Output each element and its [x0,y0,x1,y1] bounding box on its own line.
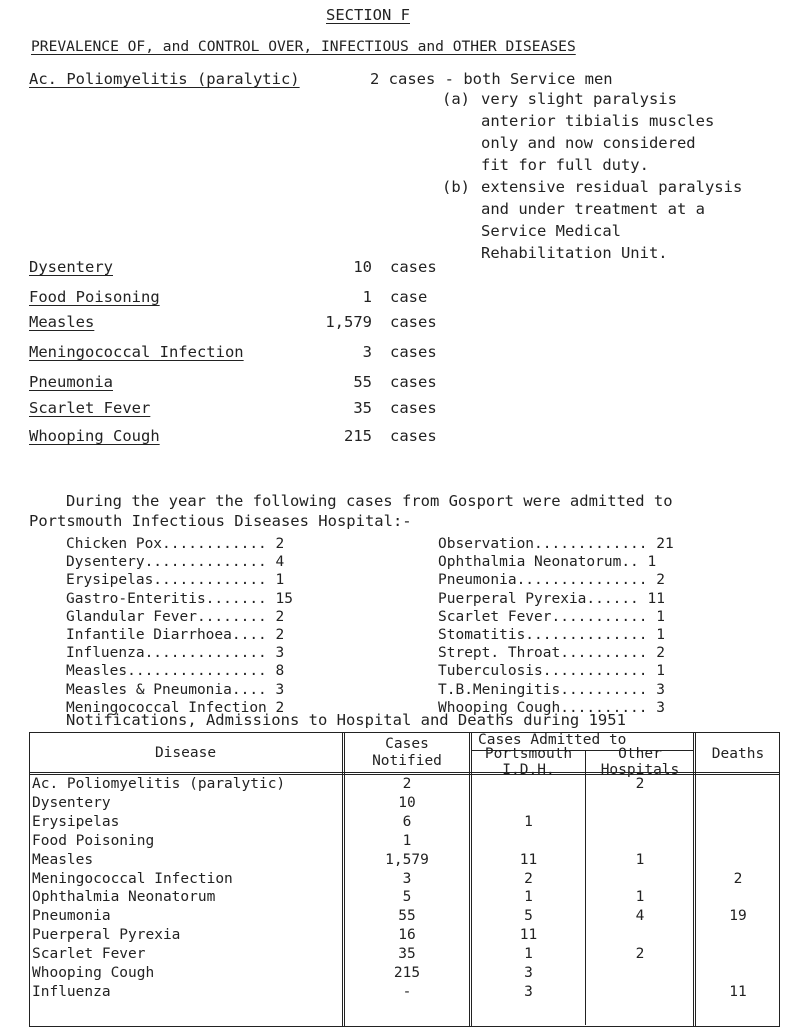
row-portsmouth: 3 [524,965,533,981]
row-disease: Pneumonia [32,908,111,925]
polio-b-line: extensive residual paralysis [481,178,743,196]
disease-name: Scarlet Fever [29,399,151,417]
polio-b-marker: (b) [442,178,470,196]
disease-name: Measles [29,313,95,331]
disease-unit: cases [390,313,437,331]
header-notified-1: Cases [385,736,429,752]
header-other-2: Hospitals [600,762,680,778]
admission-item: Observation............. 21 [438,536,674,552]
row-disease: Dysentery [32,794,111,811]
polio-a-marker: (a) [442,90,470,108]
row-deaths: 19 [729,908,747,925]
header-disease: Disease [154,745,217,761]
row-portsmouth: 1 [524,889,533,906]
header-admitted: Cases Admitted to [478,732,627,748]
admission-item: Scarlet Fever........... 1 [438,608,665,625]
row-notified: 1 [402,832,412,849]
disease-count: 1,579 [325,313,372,331]
row-disease: Measles [32,851,94,868]
admission-item: Dysentery.............. 4 [66,554,285,571]
admission-item: Glandular Fever........ 2 [66,608,285,625]
disease-unit: cases [390,258,437,276]
admission-item: Gastro-Enteritis....... 15 [66,590,293,607]
header-notified-2: Notified [372,753,442,769]
page-heading: PREVALENCE OF, and CONTROL OVER, INFECTIOUS and OTHER DISEASES [31,38,576,55]
row-notified: 5 [402,889,412,906]
disease-name: Whooping Cough [29,427,160,445]
row-disease: Puerperal Pyrexia [32,927,181,944]
row-portsmouth: 1 [524,946,533,963]
admitted-intro-line2: Portsmouth Infectious Diseases Hospital:- [29,512,412,530]
disease-name: Meningococcal Infection [29,343,244,361]
row-disease: Food Poisoning [32,832,155,849]
disease-count: 3 [362,343,372,361]
admission-item: Tuberculosis............ 1 [438,663,665,680]
section-title: SECTION F [326,6,410,24]
row-notified: 10 [398,794,416,811]
header-deaths: Deaths [711,746,765,762]
polio-a-line: only and now considered [481,134,696,152]
admission-item: Measles................ 8 [66,663,285,680]
admission-item: Infantile Diarrhoea.... 2 [66,627,285,643]
admission-item: Erysipelas............. 1 [66,572,285,589]
row-disease: Erysipelas [32,813,120,830]
polio-a-line: fit for full duty. [481,156,649,174]
row-portsmouth: 5 [524,908,533,925]
disease-count: 10 [353,258,372,276]
polio-summary: 2 cases - both Service men [370,70,613,88]
polio-b-line: Service Medical [481,222,621,240]
disease-unit: cases [390,399,437,417]
table-title: Notifications, Admissions to Hospital and Deaths during 1951 [66,711,626,729]
row-portsmouth: 11 [519,927,538,944]
admission-item: Pneumonia............... 2 [438,572,665,589]
admission-item: T.B.Meningitis.......... 3 [438,681,665,698]
disease-unit: cases [390,427,437,445]
header-other-1: Other [618,746,662,762]
row-disease: Meningococcal Infection [32,870,233,887]
row-portsmouth: 3 [524,983,533,1000]
row-notified: 1,579 [385,851,429,868]
row-deaths: 11 [729,983,747,1000]
admission-item: Meningococcal Infection 2 [66,699,285,716]
admission-item: Measles & Pneumonia.... 3 [66,681,285,698]
row-notified: 6 [402,813,412,830]
disease-name: Dysentery [29,258,113,276]
row-disease: Ophthalmia Neonatorum [32,889,216,906]
header-portsmouth-2: I.D.H. [502,762,555,778]
row-disease: Scarlet Fever [32,946,146,963]
disease-count: 215 [344,427,372,445]
disease-count: 1 [362,288,372,306]
row-disease: Whooping Cough [32,965,155,981]
row-notified: 55 [398,908,416,925]
admission-item: Ophthalmia Neonatorum.. 1 [438,554,657,571]
disease-name: Food Poisoning [29,288,160,306]
disease-name: Pneumonia [29,373,113,391]
admitted-intro-line1: During the year the following cases from Gosport were admitted to [66,492,673,510]
admission-item: Chicken Pox............ 2 [66,536,285,552]
polio-b-line: and under treatment at a [481,200,705,218]
disease-count: 55 [353,373,372,391]
row-notified: 35 [398,946,416,963]
row-deaths: 2 [733,870,743,887]
row-other: 2 [635,776,645,792]
row-notified: 3 [402,870,412,887]
row-notified: 16 [398,927,416,944]
row-notified: - [402,983,412,1000]
row-portsmouth: 1 [524,813,533,830]
polio-label: Ac. Poliomyelitis (paralytic) [29,70,300,88]
admission-item: Puerperal Pyrexia...... 11 [438,590,665,607]
disease-unit: case [390,288,428,306]
row-notified: 215 [393,965,421,981]
row-notified: 2 [402,776,412,792]
polio-a-line: anterior tibialis muscles [481,112,715,130]
row-other: 2 [635,946,645,963]
row-other: 1 [635,889,645,906]
disease-unit: cases [390,343,437,361]
col-divider [585,750,586,1025]
admission-item: Influenza.............. 3 [66,645,285,662]
row-disease: Influenza [32,983,111,1000]
row-portsmouth: 11 [519,851,538,868]
disease-unit: cases [390,373,437,391]
row-other: 4 [635,908,645,925]
admission-item: Strept. Throat.......... 2 [438,645,665,662]
row-portsmouth: 2 [524,870,533,887]
polio-b-line: Rehabilitation Unit. [481,244,668,262]
disease-count: 35 [353,399,372,417]
header-portsmouth-1: Portsmouth [484,746,573,762]
row-other: 1 [635,851,645,868]
polio-a-line: very slight paralysis [481,90,677,108]
admission-item: Stomatitis.............. 1 [438,627,665,643]
row-disease: Ac. Poliomyelitis (paralytic) [32,776,286,792]
admission-item: Whooping Cough.......... 3 [438,699,665,716]
